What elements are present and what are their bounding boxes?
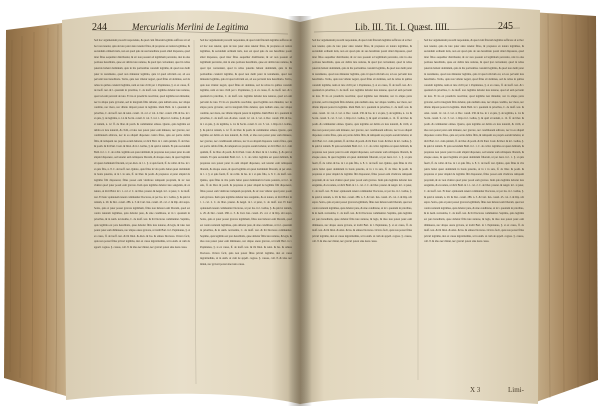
right-running-head: Lib. III. Tit. I. Quæst. IIII. xyxy=(355,22,450,32)
right-catchword: Limi- xyxy=(508,386,524,394)
right-column-1-text: Sed hoc argumentum procedit respondens, & quod cum filiorum legitima sufficere sit ad hoc non tenetur, quia de iure pater alere tenetur filios, & propterea ex natura legitimae, & secundum ordinem iuris, non est quod quis de sua hereditate possit aliud disponere, quod inter filios aequaliter distribuatur, & sic non possunt ad legitimam pervenire, nisi in eius portione hereditatis, quae est debita iure naturae, & quod ipsi conveniunt, quod in rebus paternis habent dominium, quia in his portionibus consistit legitima, & quod non dedit pater in testamento, quod non minuatur legitima, quia id quod relictum est, ad eos pervenit iure hereditario. Tertio, quia non videtur negari, quod filius sit dominus, sed de rebus in quibus consistit legitima, nam ex iure civili per l. Papinianus, §. si ex causa, ff. de inoff. test. & l. quoniam in prioribus, C. de inoff. test. legitima debetur iure naturae, quod ad eam pervenit de iure. Et ita ex praedictis resolvitur, quod legitima non minuitur, nec in aliqua parte gravatur, sed in integrum filiis debetur, quia nullum onus, nec aliqua conditio, nec mora, nec dilatio imponi potest in legitima. Idem Bald. in l. quoniam in prioribus, C. de inoff. test. & Alex. consil. 12. col. 2. vol. 4. Dec. consil. 236. & Ias. in l. si quis, §. de legitima, n. 14. & Socin. consil. 9. col. 3. vol. 1. Ripa in l. Gallus, §. & quid si tantum, n. 12. ff. de liber. & posth. & communiter omnes. Quarto, quia legitima est debita ex iure naturali, & civili, et ideo non potest pater eam minuere, nec gravare, nec conditionem adiicere, nec in ea aliquid disponere contra filios, quia est portio debita filiis, & tamquam res propria eorum habetur, ut dicit Bart. in l. cum quidam, ff. de liber. & posth. & ibi Paul. Castr. & Imol. & in l. Gallus, §. & quid si tantum. Et quia secundum Bald. in l. 1. C. de collat. legitima est quasi debitum, & propterea non potest pater in eam aliquid disponere, sed tenetur eam relinquere liberam, & absque onere, & quod legitima sit quasi dominium filiorum, ut per Alex. in l. 1. §. si quis fuerit, ff. de collat. & Ias. in l. si quis filio, n. 8. C. de inoff. test. Quinto, quia filius in vita patris habet quasi dominium in bonis paternis, ut in l. in suis, ff. de liber. & posth. & propterea si pater aliquid de legitima filii disponeret, filius posset eam vindicare tamquam propriam, & sic non videtur quod pater possit eam gravare. Item quia legitima debetur iure sanguinis, & ex natura, ut dicit Bald. in l. 1. col. 2. C. de liber. praeter. & Angel. in l. si pater, C. de inoff. test. Et hanc opinionem tenent communiter Doctores, ut per Ias. in l. Gallus, §. & quid si tantum, n. 29. & Dec. consil. 286. n. 3. & Curt. Iun. consil. 45. col. 2. & Rip. ubi supra. Sexto, quia si pater posset gravare legitimam, filius non haberet eam liberam, quod est contra naturam legitimae, quia debetur pure, & sine conditione, ut in l. quoniam in prioribus, & in Auth. novissima, C. de inoff. test. & ibi Doctores communiter. Septimo, quia legitima est pars hereditatis, quae debetur filiis iure naturae, & legis, & ideo non potest pater eam diminuere, nec aliquo onere gravare, ut tradit Bart. in l. Papinianus, §. si ex causa, ff. de inoff. test. & ibi Imol. & Alex. & Ias. & omnes Doctores. Octavo facit, quia non potest filius privari legitima, nisi ex causa ingratitudinis, ut in Auth. ut cum de appell. cognos. §. causas, coll. 8. & ideo nec minui, nec gravari potest sine iusta causa. xyxy=(312,39,412,244)
left-fore-edge xyxy=(4,22,70,396)
left-running-head: Mercurialis Merlini de Legitima xyxy=(132,22,249,32)
left-folio-number: 244 xyxy=(92,22,107,33)
right-folio-number: 245 xyxy=(498,21,513,32)
left-column-1-text: Sed hoc argumentum procedit respondens, & quod cum filiorum legitima sufficere sit ad hoc non tenetur, quia de iure pater alere tenetur filios, & propterea ex natura legitimae, & secundum ordinem iuris, non est quod quis de sua hereditate possit aliud disponere, quod inter filios aequaliter distribuatur, & sic non possunt ad legitimam pervenire, nisi in eius portione hereditatis, quae est debita iure naturae, & quod ipsi conveniunt, quod in rebus paternis habent dominium, quia in his portionibus consistit legitima, & quod non dedit pater in testamento, quod non minuatur legitima, quia id quod relictum est, ad eos pervenit iure hereditario. Tertio, quia non videtur negari, quod filius sit dominus, sed de rebus in quibus consistit legitima, nam ex iure civili per l. Papinianus, §. si ex causa, ff. de inoff. test. & l. quoniam in prioribus, C. de inoff. test. legitima debetur iure naturae, quod ad eam pervenit de iure. Et ita ex praedictis resolvitur, quod legitima non minuitur, nec in aliqua parte gravatur, sed in integrum filiis debetur, quia nullum onus, nec aliqua conditio, nec mora, nec dilatio imponi potest in legitima. Idem Bald. in l. quoniam in prioribus, C. de inoff. test. & Alex. consil. 12. col. 2. vol. 4. Dec. consil. 236. & Ias. in l. si quis, §. de legitima, n. 14. & Socin. consil. 9. col. 3. vol. 1. Ripa in l. Gallus, §. & quid si tantum, n. 12. ff. de liber. & posth. & communiter omnes. Quarto, quia legitima est debita ex iure naturali, & civili, et ideo non potest pater eam minuere, nec gravare, nec conditionem adiicere, nec in ea aliquid disponere contra filios, quia est portio debita filiis, & tamquam res propria eorum habetur, ut dicit Bart. in l. cum quidam, ff. de liber. & posth. & ibi Paul. Castr. & Imol. & in l. Gallus, §. & quid si tantum. Et quia secundum Bald. in l. 1. C. de collat. legitima est quasi debitum, & propterea non potest pater in eam aliquid disponere, sed tenetur eam relinquere liberam, & absque onere, & quod legitima sit quasi dominium filiorum, ut per Alex. in l. 1. §. si quis fuerit, ff. de collat. & Ias. in l. si quis filio, n. 8. C. de inoff. test. Quinto, quia filius in vita patris habet quasi dominium in bonis paternis, ut in l. in suis, ff. de liber. & posth. & propterea si pater aliquid de legitima filii disponeret, filius posset eam vindicare tamquam propriam, & sic non videtur quod pater possit eam gravare. Item quia legitima debetur iure sanguinis, & ex natura, ut dicit Bald. in l. 1. col. 2. C. de liber. praeter. & Angel. in l. si pater, C. de inoff. test. Et hanc opinionem tenent communiter Doctores, ut per Ias. in l. Gallus, §. & quid si tantum, n. 29. & Dec. consil. 286. n. 3. & Curt. Iun. consil. 45. col. 2. & Rip. ubi supra. Sexto, quia si pater posset gravare legitimam, filius non haberet eam liberam, quod est contra naturam legitimae, quia debetur pure, & sine conditione, ut in l. quoniam in prioribus, & in Auth. novissima, C. de inoff. test. & ibi Doctores communiter. Septimo, quia legitima est pars hereditatis, quae debetur filiis iure naturae, & legis, & ideo non potest pater eam diminuere, nec aliquo onere gravare, ut tradit Bart. in l. Papinianus, §. si ex causa, ff. de inoff. test. & ibi Imol. & Alex. & Ias. & omnes Doctores. Octavo facit, quia non potest filius privari legitima, nisi ex causa ingratitudinis, ut in Auth. ut cum de appell. cognos. §. causas, coll. 8. & ideo nec minui, nec gravari potest sine iusta causa. xyxy=(94,39,190,249)
left-column-2-text: Sed hoc argumentum procedit respondens, & quod cum filiorum legitima sufficere sit ad hoc non tenetur, quia de iure pater alere tenetur filios, & propterea ex natura legitimae, & secundum ordinem iuris, non est quod quis de sua hereditate possit aliud disponere, quod inter filios aequaliter distribuatur, & sic non possunt ad legitimam pervenire, nisi in eius portione hereditatis, quae est debita iure naturae, & quod ipsi conveniunt, quod in rebus paternis habent dominium, quia in his portionibus consistit legitima, & quod non dedit pater in testamento, quod non minuatur legitima, quia id quod relictum est, ad eos pervenit iure hereditario. Tertio, quia non videtur negari, quod filius sit dominus, sed de rebus in quibus consistit legitima, nam ex iure civili per l. Papinianus, §. si ex causa, ff. de inoff. test. & l. quoniam in prioribus, C. de inoff. test. legitima debetur iure naturae, quod ad eam pervenit de iure. Et ita ex praedictis resolvitur, quod legitima non minuitur, nec in aliqua parte gravatur, sed in integrum filiis debetur, quia nullum onus, nec aliqua conditio, nec mora, nec dilatio imponi potest in legitima. Idem Bald. in l. quoniam in prioribus, C. de inoff. test. & Alex. consil. 12. col. 2. vol. 4. Dec. consil. 236. & Ias. in l. si quis, §. de legitima, n. 14. & Socin. consil. 9. col. 3. vol. 1. Ripa in l. Gallus, §. & quid si tantum, n. 12. ff. de liber. & posth. & communiter omnes. Quarto, quia legitima est debita ex iure naturali, & civili, et ideo non potest pater eam minuere, nec gravare, nec conditionem adiicere, nec in ea aliquid disponere contra filios, quia est portio debita filiis, & tamquam res propria eorum habetur, ut dicit Bart. in l. cum quidam, ff. de liber. & posth. & ibi Paul. Castr. & Imol. & in l. Gallus, §. & quid si tantum. Et quia secundum Bald. in l. 1. C. de collat. legitima est quasi debitum, & propterea non potest pater in eam aliquid disponere, sed tenetur eam relinquere liberam, & absque onere, & quod legitima sit quasi dominium filiorum, ut per Alex. in l. 1. §. si quis fuerit, ff. de collat. & Ias. in l. si quis filio, n. 8. C. de inoff. test. Quinto, quia filius in vita patris habet quasi dominium in bonis paternis, ut in l. in suis, ff. de liber. & posth. & propterea si pater aliquid de legitima filii disponeret, filius posset eam vindicare tamquam propriam, & sic non videtur quod pater possit eam gravare. Item quia legitima debetur iure sanguinis, & ex natura, ut dicit Bald. in l. 1. col. 2. C. de liber. praeter. & Angel. in l. si pater, C. de inoff. test. Et hanc opinionem tenent communiter Doctores, ut per Ias. in l. Gallus, §. & quid si tantum, n. 29. & Dec. consil. 286. n. 3. & Curt. Iun. consil. 45. col. 2. & Rip. ubi supra. Sexto, quia si pater posset gravare legitimam, filius non haberet eam liberam, quod est contra naturam legitimae, quia debetur pure, & sine conditione, ut in l. quoniam in prioribus, & in Auth. novissima, C. de inoff. test. & ibi Doctores communiter. Septimo, quia legitima est pars hereditatis, quae debetur filiis iure naturae, & legis, & ideo non potest pater eam diminuere, nec aliquo onere gravare, ut tradit Bart. in l. Papinianus, §. si ex causa, ff. de inoff. test. & ibi Imol. & Alex. & Ias. & omnes Doctores. Octavo facit, quia non potest filius privari legitima, nisi ex causa ingratitudinis, ut in Auth. ut cum de appell. cognos. §. causas, coll. 8. & ideo nec minui, nec gravari potest sine iusta causa. xyxy=(200,39,292,266)
right-column-2-text: Sed hoc argumentum procedit respondens, & quod cum filiorum legitima sufficere sit ad hoc non tenetur, quia de iure pater alere tenetur filios, & propterea ex natura legitimae, & secundum ordinem iuris, non est quod quis de sua hereditate possit aliud disponere, quod inter filios aequaliter distribuatur, & sic non possunt ad legitimam pervenire, nisi in eius portione hereditatis, quae est debita iure naturae, & quod ipsi conveniunt, quod in rebus paternis habent dominium, quia in his portionibus consistit legitima, & quod non dedit pater in testamento, quod non minuatur legitima, quia id quod relictum est, ad eos pervenit iure hereditario. Tertio, quia non videtur negari, quod filius sit dominus, sed de rebus in quibus consistit legitima, nam ex iure civili per l. Papinianus, §. si ex causa, ff. de inoff. test. & l. quoniam in prioribus, C. de inoff. test. legitima debetur iure naturae, quod ad eam pervenit de iure. Et ita ex praedictis resolvitur, quod legitima non minuitur, nec in aliqua parte gravatur, sed in integrum filiis debetur, quia nullum onus, nec aliqua conditio, nec mora, nec dilatio imponi potest in legitima. Idem Bald. in l. quoniam in prioribus, C. de inoff. test. & Alex. consil. 12. col. 2. vol. 4. Dec. consil. 236. & Ias. in l. si quis, §. de legitima, n. 14. & Socin. consil. 9. col. 3. vol. 1. Ripa in l. Gallus, §. & quid si tantum, n. 12. ff. de liber. & posth. & communiter omnes. Quarto, quia legitima est debita ex iure naturali, & civili, et ideo non potest pater eam minuere, nec gravare, nec conditionem adiicere, nec in ea aliquid disponere contra filios, quia est portio debita filiis, & tamquam res propria eorum habetur, ut dicit Bart. in l. cum quidam, ff. de liber. & posth. & ibi Paul. Castr. & Imol. & in l. Gallus, §. & quid si tantum. Et quia secundum Bald. in l. 1. C. de collat. legitima est quasi debitum, & propterea non potest pater in eam aliquid disponere, sed tenetur eam relinquere liberam, & absque onere, & quod legitima sit quasi dominium filiorum, ut per Alex. in l. 1. §. si quis fuerit, ff. de collat. & Ias. in l. si quis filio, n. 8. C. de inoff. test. Quinto, quia filius in vita patris habet quasi dominium in bonis paternis, ut in l. in suis, ff. de liber. & posth. & propterea si pater aliquid de legitima filii disponeret, filius posset eam vindicare tamquam propriam, & sic non videtur quod pater possit eam gravare. Item quia legitima debetur iure sanguinis, & ex natura, ut dicit Bald. in l. 1. col. 2. C. de liber. praeter. & Angel. in l. si pater, C. de inoff. test. Et hanc opinionem tenent communiter Doctores, ut per Ias. in l. Gallus, §. & quid si tantum, n. 29. & Dec. consil. 286. n. 3. & Curt. Iun. consil. 45. col. 2. & Rip. ubi supra. Sexto, quia si pater posset gravare legitimam, filius non haberet eam liberam, quod est contra naturam legitimae, quia debetur pure, & sine conditione, ut in l. quoniam in prioribus, & in Auth. novissima, C. de inoff. test. & ibi Doctores communiter. Septimo, quia legitima est pars hereditatis, quae debetur filiis iure naturae, & legis, & ideo non potest pater eam diminuere, nec aliquo onere gravare, ut tradit Bart. in l. Papinianus, §. si ex causa, ff. de inoff. test. & ibi Imol. & Alex. & Ias. & omnes Doctores. Octavo facit, quia non potest filius privari legitima, nisi ex causa ingratitudinis, ut in Auth. ut cum de appell. cognos. §. causas, coll. 8. & ideo nec minui, nec gravari potest sine iusta causa. xyxy=(424,39,524,244)
right-signature-mark: X 3 xyxy=(470,386,481,394)
